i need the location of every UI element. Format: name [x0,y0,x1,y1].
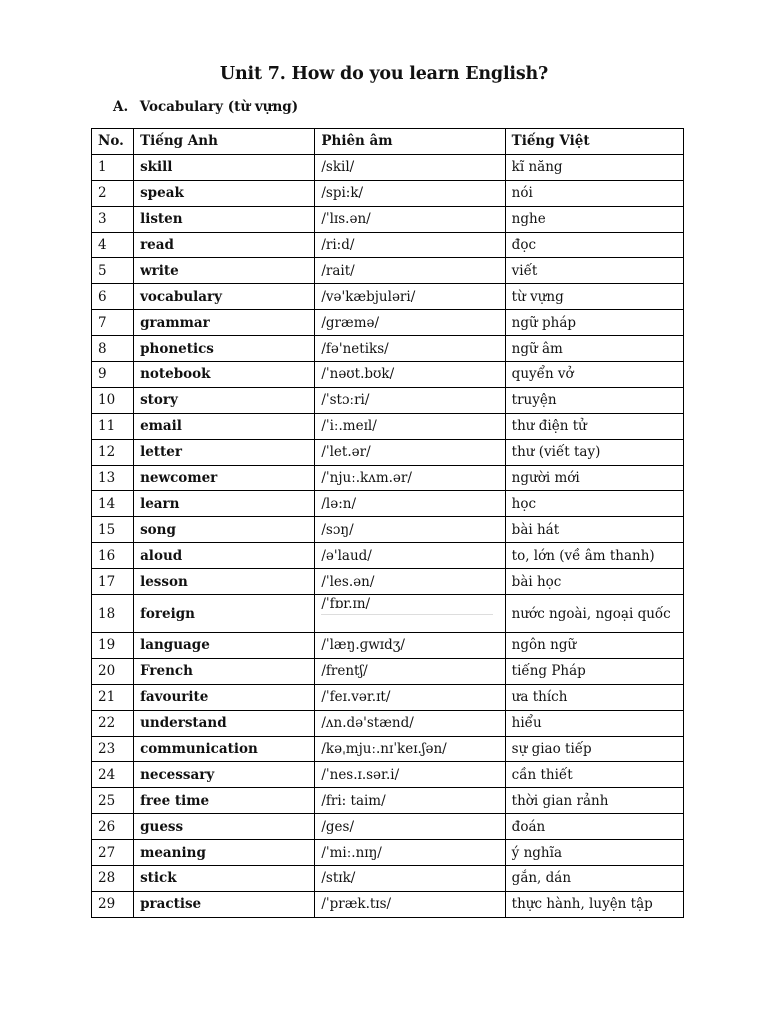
vietnamese-meaning: bài học [505,569,683,595]
row-number: 3 [92,206,134,232]
row-number: 21 [92,684,134,710]
english-word: meaning [134,840,315,866]
phonetic-transcription: /ˈlæŋ.ɡwɪdʒ/ [315,633,505,659]
phonetic-transcription: /ʌn.də'stænd/ [315,710,505,736]
english-word: French [134,658,315,684]
table-row [92,362,684,388]
row-number: 7 [92,310,134,336]
phonetic-transcription: /ˈiː.meɪl/ [315,413,505,439]
header-english: Tiếng Anh [134,129,315,155]
phonetic-text: /ˈfɒr.ɪn/ [321,596,492,615]
english-word: write [134,258,315,284]
row-number: 29 [92,891,134,917]
phonetic-transcription: /ri:d/ [315,232,505,258]
vietnamese-meaning: ưa thích [505,684,683,710]
vietnamese-meaning: viết [505,258,683,284]
header-no: No. [92,129,134,155]
table-row [92,543,684,569]
table-row [92,866,684,892]
vietnamese-meaning: ngôn ngữ [505,633,683,659]
english-word: favourite [134,684,315,710]
phonetic-transcription: /sɔŋ/ [315,517,505,543]
vietnamese-meaning: nghe [505,206,683,232]
table-row [92,258,684,284]
english-word: learn [134,491,315,517]
vocabulary-table [91,128,684,918]
vietnamese-meaning: thời gian rảnh [505,788,683,814]
table-body [92,154,684,917]
english-word: foreign [134,595,315,633]
table-row [92,633,684,659]
vietnamese-meaning: to, lớn (về âm thanh) [505,543,683,569]
english-word: communication [134,736,315,762]
table-row [92,517,684,543]
vietnamese-meaning: từ vựng [505,284,683,310]
english-word: lesson [134,569,315,595]
english-word: understand [134,710,315,736]
row-number: 26 [92,814,134,840]
table-row [92,284,684,310]
english-word: guess [134,814,315,840]
vietnamese-meaning: thư điện tử [505,413,683,439]
english-word: language [134,633,315,659]
phonetic-transcription: /spi:k/ [315,180,505,206]
table-row [92,439,684,465]
phonetic-transcription: /græmə/ [315,310,505,336]
row-number: 18 [92,595,134,633]
section-label: Vocabulary (từ vựng) [139,99,299,115]
english-word: stick [134,866,315,892]
table-row [92,232,684,258]
english-word: skill [134,154,315,180]
table-row [92,595,684,633]
phonetic-transcription: /ˈmiː.nɪŋ/ [315,840,505,866]
table-row [92,387,684,413]
row-number: 28 [92,866,134,892]
vietnamese-meaning: quyển vở [505,362,683,388]
vietnamese-meaning: học [505,491,683,517]
vietnamese-meaning: gắn, dán [505,866,683,892]
phonetic-transcription: /ˈnəʊt.bʊk/ [315,362,505,388]
phonetic-transcription: /ə'laud/ [315,543,505,569]
row-number: 4 [92,232,134,258]
phonetic-transcription: /ges/ [315,814,505,840]
vietnamese-meaning: sự giao tiếp [505,736,683,762]
table-row [92,814,684,840]
phonetic-transcription: /ˈfeɪ.vər.ɪt/ [315,684,505,710]
phonetic-transcription: /ˈlɪs.ən/ [315,206,505,232]
table-row [92,840,684,866]
header-vietnamese: Tiếng Việt [505,129,683,155]
english-word: grammar [134,310,315,336]
english-word: story [134,387,315,413]
phonetic-transcription: /ˈpræk.tɪs/ [315,891,505,917]
row-number: 16 [92,543,134,569]
table-row [92,465,684,491]
table-header-row [92,129,684,155]
table-row [92,180,684,206]
phonetic-transcription: /fə'netiks/ [315,336,505,362]
phonetic-transcription: /və'kæbjuləri/ [315,284,505,310]
row-number: 15 [92,517,134,543]
row-number: 17 [92,569,134,595]
row-number: 13 [92,465,134,491]
section-letter: A. [113,99,129,115]
english-word: free time [134,788,315,814]
english-word: email [134,413,315,439]
table-row [92,658,684,684]
row-number: 9 [92,362,134,388]
table-row [92,569,684,595]
row-number: 24 [92,762,134,788]
english-word: newcomer [134,465,315,491]
vietnamese-meaning: người mới [505,465,683,491]
vietnamese-meaning: tiếng Pháp [505,658,683,684]
phonetic-transcription: /ˈlet.ər/ [315,439,505,465]
english-word: read [134,232,315,258]
vietnamese-meaning: thư (viết tay) [505,439,683,465]
english-word: notebook [134,362,315,388]
vietnamese-meaning: thực hành, luyện tập [505,891,683,917]
table-row [92,206,684,232]
vietnamese-meaning: hiểu [505,710,683,736]
row-number: 6 [92,284,134,310]
header-phonetics: Phiên âm [315,129,505,155]
english-word: vocabulary [134,284,315,310]
table-row [92,336,684,362]
english-word: aloud [134,543,315,569]
phonetic-transcription: /rait/ [315,258,505,284]
phonetic-transcription: /ˈnjuː.kʌm.ər/ [315,465,505,491]
table-row [92,736,684,762]
vietnamese-meaning: nói [505,180,683,206]
vietnamese-meaning: kĩ năng [505,154,683,180]
english-word: necessary [134,762,315,788]
table-row [92,491,684,517]
row-number: 2 [92,180,134,206]
row-number: 10 [92,387,134,413]
phonetic-transcription: /lə:n/ [315,491,505,517]
english-word: song [134,517,315,543]
table-row [92,154,684,180]
table-row [92,891,684,917]
section-heading [113,99,298,115]
english-word: listen [134,206,315,232]
row-number: 22 [92,710,134,736]
phonetic-transcription: /frentʃ/ [315,658,505,684]
vietnamese-meaning: ngữ âm [505,336,683,362]
row-number: 14 [92,491,134,517]
english-word: letter [134,439,315,465]
table-row [92,710,684,736]
row-number: 5 [92,258,134,284]
vietnamese-meaning: truyện [505,387,683,413]
table-row [92,310,684,336]
row-number: 8 [92,336,134,362]
phonetic-transcription: /ˈstɔːri/ [315,387,505,413]
vietnamese-meaning: ý nghĩa [505,840,683,866]
phonetic-transcription: /skil/ [315,154,505,180]
english-word: speak [134,180,315,206]
vietnamese-meaning: đọc [505,232,683,258]
english-word: practise [134,891,315,917]
vietnamese-meaning: đoán [505,814,683,840]
row-number: 1 [92,154,134,180]
vietnamese-meaning: cần thiết [505,762,683,788]
vietnamese-meaning: ngữ pháp [505,310,683,336]
phonetic-transcription: /stɪk/ [315,866,505,892]
vietnamese-meaning: nước ngoài, ngoại quốc [505,595,683,633]
table-row [92,684,684,710]
english-word: phonetics [134,336,315,362]
phonetic-transcription [315,595,505,633]
page-title: Unit 7. How do you learn English? [219,64,549,84]
row-number: 19 [92,633,134,659]
vietnamese-meaning: bài hát [505,517,683,543]
row-number: 11 [92,413,134,439]
phonetic-transcription: /kəˌmjuː.nɪˈkeɪ.ʃən/ [315,736,505,762]
table-row [92,762,684,788]
phonetic-transcription: /ˈles.ən/ [315,569,505,595]
row-number: 20 [92,658,134,684]
row-number: 12 [92,439,134,465]
row-number: 27 [92,840,134,866]
table-row [92,413,684,439]
row-number: 25 [92,788,134,814]
table-row [92,788,684,814]
phonetic-transcription: /ˈnes.ɪ.sər.i/ [315,762,505,788]
phonetic-transcription: /fri: taim/ [315,788,505,814]
row-number: 23 [92,736,134,762]
